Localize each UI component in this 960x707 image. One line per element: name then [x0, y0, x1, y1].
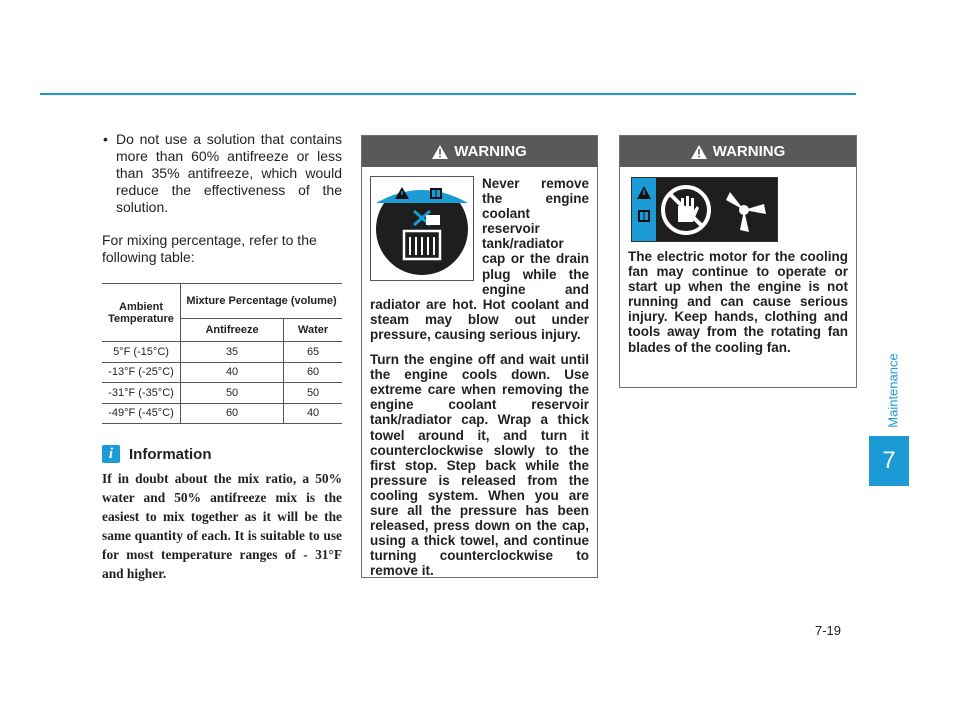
chapter-tab: 7: [869, 436, 909, 486]
hot-coolant-illustration: [370, 176, 474, 281]
side-section-label: [882, 345, 904, 435]
cell-water: 40: [284, 403, 342, 424]
bullet-text: Do not use a solution that contains more than 60% antifreeze or less than 35% antifreeze, which would reduce the effectiveness of the solution.: [116, 131, 342, 215]
info-icon: i: [102, 445, 120, 463]
top-rule: [40, 93, 856, 95]
cell-antifreeze: 40: [181, 362, 284, 383]
warning-text: The electric motor for the cooling fan may continue to operate or start up when the engine is not running and can cause serious injury. Keep hands, clothing and tools away from the rotating fan blades of the cooling fan.: [628, 249, 848, 355]
warning-paragraph-1: Never remove the engine coolant reservoir tank/radiator cap or the drain plug while the engine and radiator are hot. Hot coolant and steam may blow out under pressure, causing serious injury.: [370, 176, 589, 342]
no-hands-fan-icon: [632, 178, 777, 241]
header-ambient-temperature: Ambient Temperature: [102, 284, 181, 342]
header-mixture-percentage: Mixture Percentage (volume): [181, 284, 343, 319]
header-water: Water: [284, 319, 342, 342]
coolant-warning-box: [361, 135, 598, 578]
table-row: [102, 403, 342, 424]
left-column: [102, 131, 342, 583]
table-row: [102, 362, 342, 383]
warning-title: WARNING: [454, 143, 527, 160]
cell-antifreeze: 60: [181, 403, 284, 424]
bullet-dot: •: [103, 131, 108, 147]
warning-body: [362, 167, 597, 578]
table-row: [102, 383, 342, 404]
warning-header: [362, 136, 597, 167]
cell-temp: -49°F (-45°C): [102, 403, 181, 424]
page-number: 7-19: [815, 623, 842, 638]
warning-triangle-icon: [691, 145, 707, 159]
cell-temp: -31°F (-35°C): [102, 383, 181, 404]
header-antifreeze: Antifreeze: [181, 319, 284, 342]
mixing-intro: For mixing percentage, refer to the following table:: [102, 232, 317, 265]
cell-water: 50: [284, 383, 342, 404]
cooling-fan-illustration: [631, 177, 778, 242]
bullet-item: [102, 131, 342, 216]
cell-antifreeze: 35: [181, 342, 284, 363]
section-name: Maintenance: [885, 352, 901, 428]
information-title: Information: [129, 445, 212, 463]
cell-antifreeze: 50: [181, 383, 284, 404]
cell-water: 60: [284, 362, 342, 383]
cell-water: 65: [284, 342, 342, 363]
information-body: If in doubt about the mix ratio, a 50% water and 50% antifreeze mix is the easiest to mix together as it will be the same quantity of each. It is suitable to use for most temperature ranges of - 31°F and higher.: [102, 471, 342, 581]
warning-paragraph-2: Turn the engine off and wait until the engine cools down. Use extreme care when removing the engine coolant reservoir tank/radiator cap. Wrap a thick towel around it, and turn it counterclockwise slowly to the first stop. Step back while the pressure is released from the cooling system. When you are sure all the pressure has been released, press down on the cap, using a thick towel, and continue turning counterclockwise to remove it.: [370, 352, 589, 579]
cell-temp: 5°F (-15°C): [102, 342, 181, 363]
cell-temp: -13°F (-25°C): [102, 362, 181, 383]
mixture-table: [102, 283, 342, 424]
warning-triangle-icon: [432, 145, 448, 159]
hot-radiator-cap-icon: [374, 181, 470, 277]
warning-title: WARNING: [712, 143, 786, 160]
information-header: [102, 445, 342, 463]
table-row: [102, 342, 342, 363]
warning-header: [620, 136, 856, 167]
cooling-fan-warning-box: [619, 135, 857, 388]
